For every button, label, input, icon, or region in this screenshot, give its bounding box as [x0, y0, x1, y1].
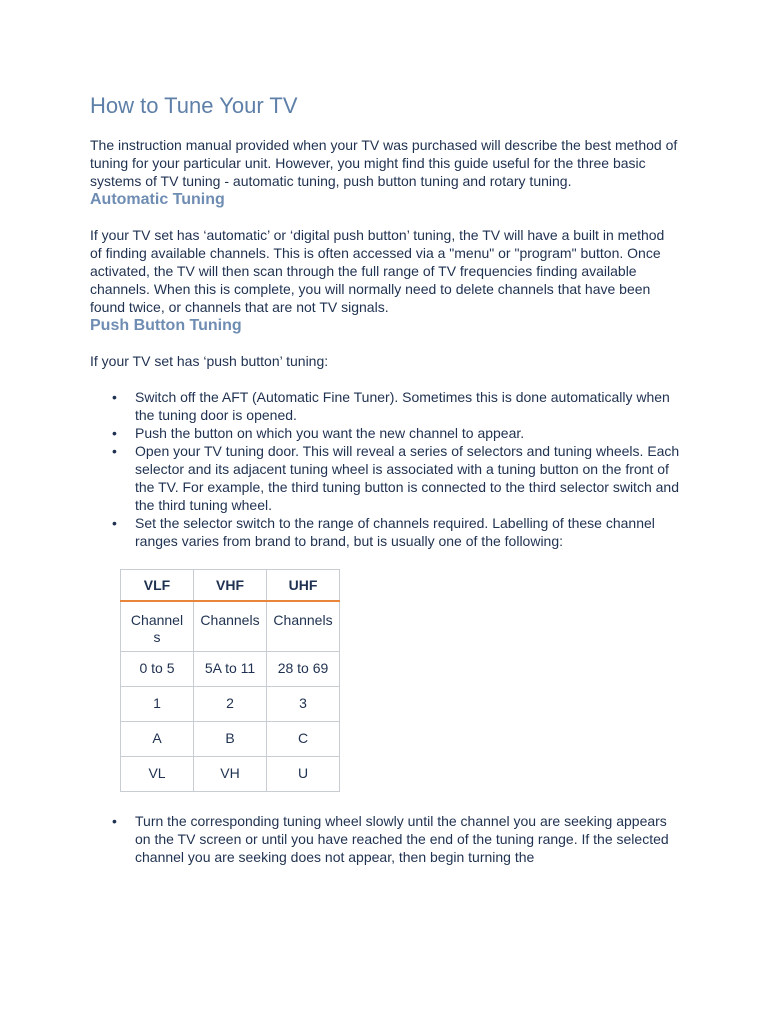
table-cell: 28 to 69 — [267, 651, 340, 686]
table-header-cell: UHF — [267, 570, 340, 602]
list-item: • Turn the corresponding tuning wheel slowly until the channel you are seeking appears on the TV screen or until you have reached the end of the tuning range. If the selected channel you are seeking does not appear, then begin turning the — [112, 812, 669, 865]
table-cell: C — [267, 721, 340, 756]
list-item: • Switch off the AFT (Automatic Fine Tuner). Sometimes this is done automatically when the tuning door is opened. — [112, 389, 670, 423]
table-cell: 1 — [121, 686, 194, 721]
table-cell: VH — [194, 756, 267, 791]
table-row — [121, 601, 340, 651]
table-cell: 5A to 11 — [194, 651, 267, 686]
table-header-row — [121, 570, 340, 602]
bullet-icon: • — [112, 443, 117, 459]
intro-paragraph: The instruction manual provided when your TV was purchased will describe the best method of tuning for your particular unit. However, you might find this guide useful for the three basic systems of TV tuning - automatic tuning, push button tuning and rotary tuning. — [90, 137, 678, 189]
table-row — [121, 756, 340, 791]
push-button-tuning-heading: Push Button Tuning — [90, 317, 242, 334]
table-header-cell: VHF — [194, 570, 267, 602]
automatic-tuning-heading: Automatic Tuning — [90, 191, 225, 208]
article — [90, 92, 690, 866]
table-cell: U — [267, 756, 340, 791]
table-cell: VL — [121, 756, 194, 791]
table-cell: B — [194, 721, 267, 756]
table-row — [121, 651, 340, 686]
channel-range-table — [120, 569, 340, 792]
push-button-intro: If your TV set has ‘push button’ tuning: — [90, 353, 329, 369]
list-item: • Set the selector switch to the range of channels required. Labelling of these channel ranges varies from brand to brand, but is usually one of the following: — [112, 515, 655, 549]
bullet-icon: • — [112, 389, 117, 405]
bullet-icon: • — [112, 425, 117, 441]
list-item: • Push the button on which you want the new channel to appear. — [112, 425, 525, 441]
table-header-cell: VLF — [121, 570, 194, 602]
table-cell: Channel s — [121, 601, 194, 651]
table-cell: Channels — [194, 601, 267, 651]
table-cell: 3 — [267, 686, 340, 721]
steps-list-continued — [90, 812, 690, 866]
bullet-icon: • — [112, 515, 117, 531]
list-item: • Open your TV tuning door. This will reveal a series of selectors and tuning wheels. Each selector and its adjacent tuning wheel is associated with a tuning button on the front of the TV. For example, the third tuning button is connected to the third selector switch and the third tuning wheel. — [112, 443, 680, 513]
table-row — [121, 686, 340, 721]
page-title: How to Tune Your TV — [90, 93, 298, 118]
table-row — [121, 721, 340, 756]
table-cell: A — [121, 721, 194, 756]
bullet-icon: • — [112, 812, 117, 829]
table-cell: 2 — [194, 686, 267, 721]
steps-list — [90, 388, 690, 550]
automatic-tuning-paragraph: If your TV set has ‘automatic’ or ‘digital push button’ tuning, the TV will have a built in method of finding available channels. This is often accessed via a "menu" or "program" button. Once activated, the TV will then scan through the full range of TV frequencies finding available channels. When this is complete, you will normally need to delete channels that have been found twice, or channels that are not TV signals. — [90, 227, 665, 315]
table-cell: 0 to 5 — [121, 651, 194, 686]
table-cell: Channels — [267, 601, 340, 651]
